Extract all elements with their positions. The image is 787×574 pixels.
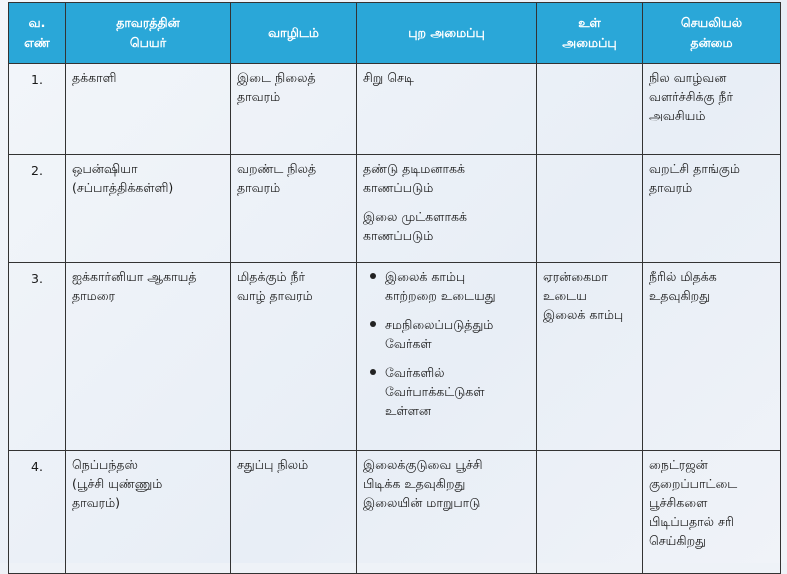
cell-function: நைட்ரஜன் குறைப்பாட்டை பூச்சிகளை பிடிப்பதால் சரி செய்கிறது xyxy=(643,451,781,574)
header-internal-structure: உள் அமைப்பு xyxy=(537,3,643,64)
cell-habitat: சதுப்பு நிலம் xyxy=(231,451,357,574)
cell-serial: 4. xyxy=(9,451,66,574)
cell-external-structure: இலைக்குடுவை பூச்சி பிடிக்க உதவுகிறது இலையின் மாறுபாடு xyxy=(357,451,537,574)
cell-habitat: மிதக்கும் நீர் வாழ் தாவரம் xyxy=(231,263,357,451)
header-function: செயலியல் தன்மை xyxy=(643,3,781,64)
header-row xyxy=(9,3,781,64)
cell-external-structure: சிறு செடி xyxy=(357,64,537,155)
cell-function: வறட்சி தாங்கும் தாவரம் xyxy=(643,155,781,263)
list-item: இலைக் காம்பு காற்றறை உடையது xyxy=(385,267,530,305)
cell-internal-structure xyxy=(537,451,643,574)
table-row xyxy=(9,155,781,263)
header-serial: வ. எண் xyxy=(9,3,66,64)
cell-serial: 1. xyxy=(9,64,66,155)
cell-serial: 3. xyxy=(9,263,66,451)
cell-habitat: இடை நிலைத் தாவரம் xyxy=(231,64,357,155)
cell-plant-name: ஒபன்ஷியா (சப்பாத்திக்கள்ளி) xyxy=(66,155,231,263)
header-plant-name: தாவரத்தின் பெயர் xyxy=(66,3,231,64)
cell-external-structure xyxy=(357,263,537,451)
header-habitat: வாழிடம் xyxy=(231,3,357,64)
cell-internal-structure: ஏரன்கைமா உடைய இலைக் காம்பு xyxy=(537,263,643,451)
feature-list xyxy=(363,267,530,420)
cell-internal-structure xyxy=(537,64,643,155)
cell-habitat: வறண்ட நிலத் தாவரம் xyxy=(231,155,357,263)
cell-function: நீரில் மிதக்க உதவுகிறது xyxy=(643,263,781,451)
cell-plant-name: நெப்பந்தஸ் (பூச்சி யுண்ணும் தாவரம்) xyxy=(66,451,231,574)
table-row xyxy=(9,263,781,451)
cell-external-structure: தண்டு தடிமனாகக் காணப்படும் இலை முட்களாகக் காணப்படும் xyxy=(357,155,537,263)
list-item: வேர்களில் வேர்பாக்கட்டுகள் உள்ளன xyxy=(385,363,530,420)
cell-function: நில வாழ்வன வளர்ச்சிக்கு நீர் அவசியம் xyxy=(643,64,781,155)
cell-plant-name: ஐக்கார்னியா ஆகாயத் தாமரை xyxy=(66,263,231,451)
plant-adaptation-table xyxy=(8,2,781,574)
cell-internal-structure xyxy=(537,155,643,263)
list-item: சமநிலைப்படுத்தும் வேர்கள் xyxy=(385,315,530,353)
table-row xyxy=(9,64,781,155)
cell-plant-name: தக்காளி xyxy=(66,64,231,155)
cell-serial: 2. xyxy=(9,155,66,263)
header-external-structure: புற அமைப்பு xyxy=(357,3,537,64)
table-row xyxy=(9,451,781,574)
